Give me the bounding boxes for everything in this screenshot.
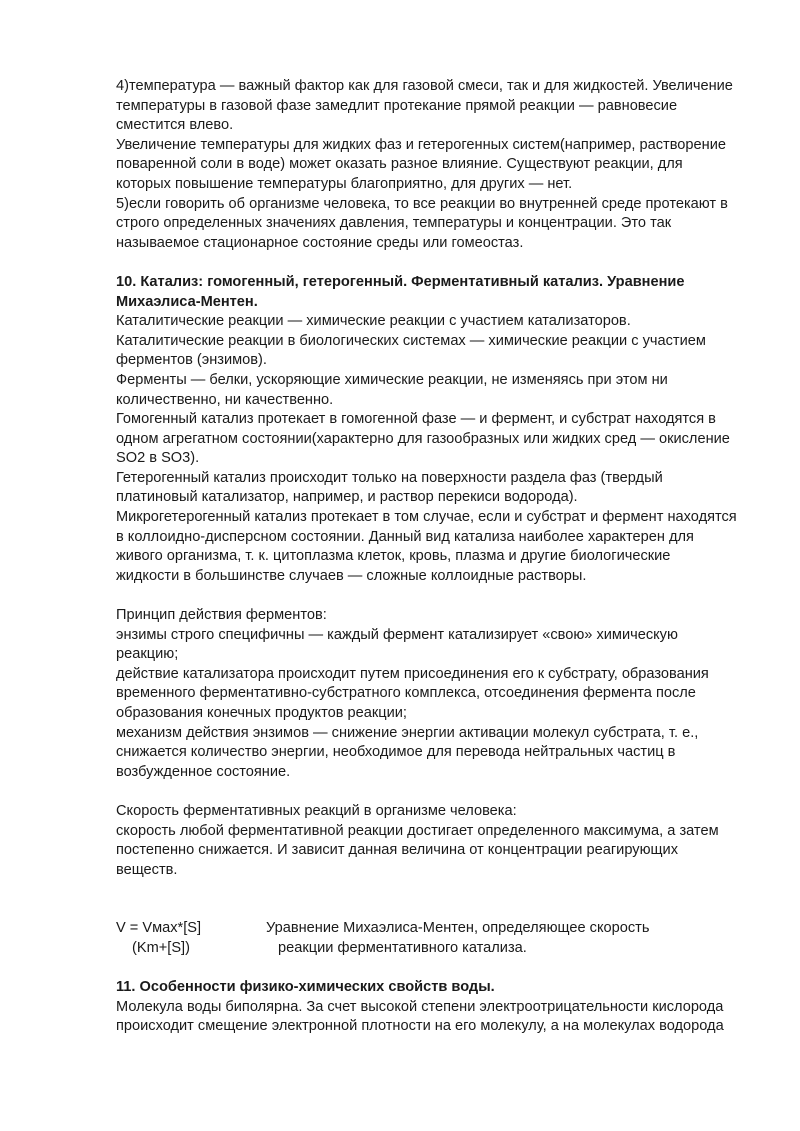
text-line: поваренной соли в воде) может оказать разное влияние. Существуют реакции, для [116, 156, 683, 173]
formula-denominator: (Km+[S]) [132, 939, 190, 956]
text-line: происходит смещение электронной плотности на его молекулу, а на молекулах водорода [116, 1018, 724, 1035]
text-line: Увеличение температуры для жидких фаз и гетерогенных систем(например, растворение [116, 136, 726, 153]
text-line: энзимы строго специфичны — каждый фермент катализирует «свою» химическую [116, 626, 678, 643]
text-line: механизм действия энзимов — снижение энергии активации молекул субстрата, т. е., [116, 724, 699, 741]
text-line: Микрогетерогенный катализ протекает в том случае, если и субстрат и фермент находятся [116, 509, 737, 526]
text-line: Молекула воды биполярна. За счет высокой степени электроотрицательности кислорода [116, 998, 724, 1015]
paragraph-gap [116, 782, 746, 802]
formula-description: реакции ферментативного катализа. [278, 939, 527, 956]
formula-description: Уравнение Михаэлиса-Ментен, определяющее скорость [266, 920, 650, 937]
paragraph-gap [116, 586, 746, 606]
text-line: жидкости в большинстве случаев — сложные коллоидные растворы. [116, 567, 587, 584]
text-line: одном агрегатном состоянии(характерно для газообразных или жидких сред — окисление [116, 430, 730, 447]
text-line: снижается количество энергии, необходимое для перевода нейтральных частиц в [116, 744, 676, 761]
text-line: Гетерогенный катализ происходит только на поверхности раздела фаз (твердый [116, 469, 663, 486]
text-line: Скорость ферментативных реакций в организме человека: [116, 802, 517, 819]
section-heading: 11. Особенности физико-химических свойств воды. [116, 979, 495, 996]
text-line: реакцию; [116, 646, 179, 663]
text-line: 4)температура — важный фактор как для газовой смеси, так и для жидкостей. Увеличение [116, 78, 733, 94]
section-heading: Михаэлиса-Ментен. [116, 293, 258, 310]
intro-block [116, 77, 746, 253]
text-line: веществ. [116, 861, 178, 878]
michaelis-menten-formula [116, 919, 746, 958]
text-line: Гомогенный катализ протекает в гомогенной фазе — и фермент, и субстрат находятся в [116, 411, 716, 428]
text-line: скорость любой ферментативной реакции достигает определенного максимума, а затем [116, 822, 719, 839]
text-line: Принцип действия ферментов: [116, 607, 327, 624]
text-line: строго определенных значениях давления, температуры и концентрации. Это так [116, 215, 672, 232]
text-line: в коллоидно-дисперсном состоянии. Данный вид катализа наиболее характерен для [116, 528, 694, 545]
text-line: действие катализатора происходит путем присоединения его к субстрату, образования [116, 665, 709, 682]
formula-numerator: V = Vмax*[S] [116, 920, 202, 937]
text-line: температуры в газовой фазе замедлит протекание прямой реакции — равновесие [116, 97, 678, 114]
text-line: 5)если говорить об организме человека, то все реакции во внутренней среде протекают в [116, 195, 728, 212]
text-line: образования конечных продуктов реакции; [116, 705, 407, 721]
text-line: постепенно снижается. И зависит данная величина от концентрации реагирующих [116, 842, 678, 859]
text-line: платиновый катализатор, например, и раствор перекиси водорода). [116, 489, 578, 506]
section-10 [116, 273, 746, 959]
text-line: называемое стационарное состояние среды или гомеостаз. [116, 234, 524, 251]
text-line: Каталитические реакции — химические реакции с участием катализаторов. [116, 313, 631, 330]
text-line: возбужденное состояние. [116, 763, 291, 780]
text-line: количественно, ни качественно. [116, 391, 334, 408]
text-line: сместится влево. [116, 117, 234, 134]
text-line: Каталитические реакции в биологических системах — химические реакции с участием [116, 332, 706, 349]
paragraph-gap [116, 880, 746, 919]
section-heading: 10. Катализ: гомогенный, гетерогенный. Ферментативный катализ. Уравнение [116, 273, 685, 290]
text-line: которых повышение температуры благоприятно, для других — нет. [116, 175, 573, 192]
text-line: живого организма, т. к. цитоплазма клеток, кровь, плазма и другие биологические [116, 548, 671, 565]
text-line: Ферменты — белки, ускоряющие химические реакции, не изменяясь при этом ни [116, 371, 668, 388]
paragraph-gap [116, 253, 746, 273]
section-11 [116, 978, 746, 1037]
paragraph-gap [116, 959, 746, 979]
document-page [116, 77, 746, 1037]
text-line: SO2 в SO3). [116, 450, 200, 467]
text-line: ферментов (энзимов). [116, 352, 267, 369]
text-line: временного ферментативно-субстратного комплекса, отсоединения фермента после [116, 685, 696, 702]
